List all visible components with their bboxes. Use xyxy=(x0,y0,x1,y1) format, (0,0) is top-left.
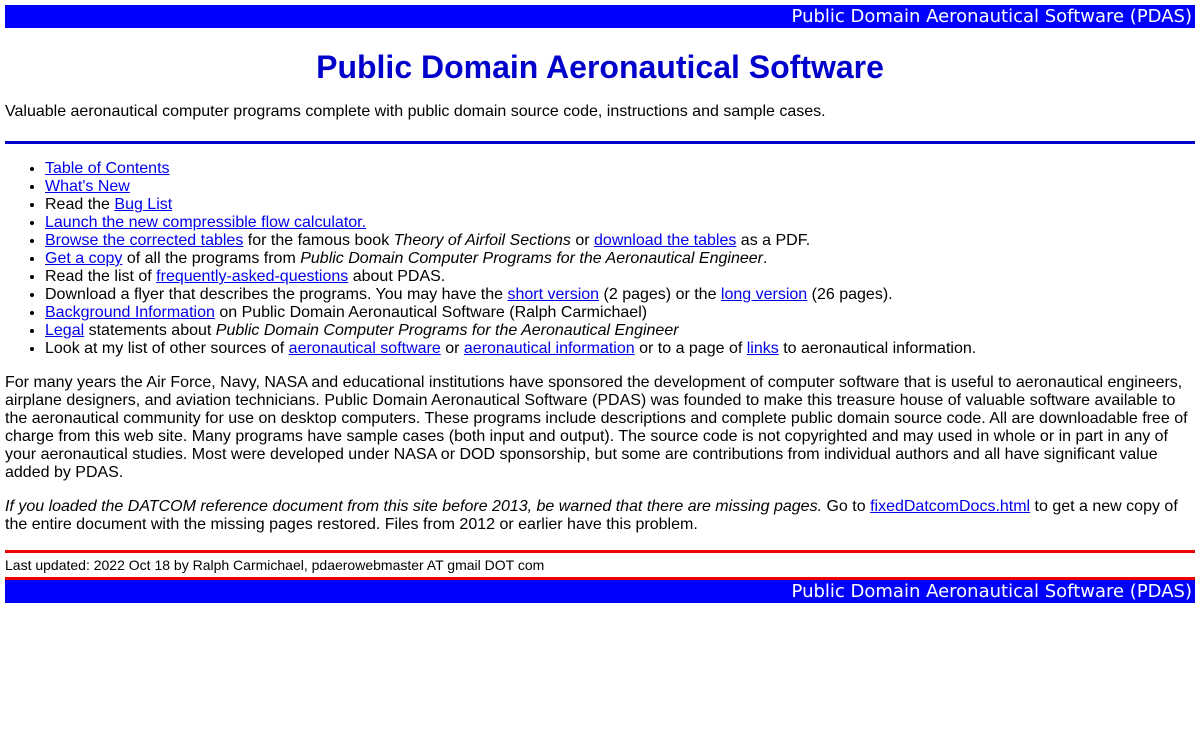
bottom-banner: Public Domain Aeronautical Software (PDAS) xyxy=(5,580,1195,603)
fixed-datcom-docs-link[interactable]: fixedDatcomDocs.html xyxy=(870,498,1031,515)
list-item xyxy=(45,160,1195,178)
warning-text: Go to xyxy=(822,498,871,515)
page-title: Public Domain Aeronautical Software xyxy=(316,49,884,85)
list-text: of all the programs from xyxy=(122,250,301,267)
short-version-link[interactable]: short version xyxy=(507,286,600,303)
blue-divider xyxy=(5,141,1195,144)
list-text: to aeronautical information. xyxy=(778,340,977,357)
list-text: on Public Domain Aeronautical Software (Ralph Carmichael) xyxy=(214,304,648,321)
get-copy-link[interactable]: Get a copy xyxy=(45,250,123,267)
book-title: Public Domain Computer Programs for the Aeronautical Engineer xyxy=(300,250,763,267)
list-item xyxy=(45,214,1195,232)
warning-emphasis: If you loaded the DATCOM reference document from this site before 2013, be warned that there are missing pages. xyxy=(5,498,823,515)
list-item xyxy=(45,340,1195,358)
aeronautical-information-link[interactable]: aeronautical information xyxy=(463,340,635,357)
list-item xyxy=(45,250,1195,268)
list-text: about PDAS. xyxy=(348,268,446,285)
datcom-warning xyxy=(5,498,1195,534)
description-paragraph: For many years the Air Force, Navy, NASA and educational institutions have sponsored the development of computer software that is useful to aeronautical engineers, airplane designers, and aviation technicians. Public Domain Aeronautical Software (PDAS) was founded to make this treasure house of valuable software available to the aeronautical community for use on desktop computers. These programs include descriptions and complete public domain source code. All are downloadable free of charge from this web site. Many programs have sample cases (both input and output). The source code is not copyrighted and may used in whole or in part in any of your aeronautical studies. Most were developed under NASA or DOD sponsorship, but some are contributions from individual authors and all have significant value added by PDAS. xyxy=(5,374,1188,481)
list-text: Download a flyer that describes the programs. You may have the xyxy=(45,286,508,303)
warning-text: to get a new copy of the entire document with the missing pages restored. Files from 2012 or earlier have this problem. xyxy=(5,498,1178,533)
table-of-contents-link[interactable]: Table of Contents xyxy=(45,160,170,177)
list-item xyxy=(45,232,1195,250)
list-text: or to a page of xyxy=(634,340,747,357)
list-item xyxy=(45,196,1195,214)
list-item xyxy=(45,322,1195,340)
list-text: statements about xyxy=(84,322,216,339)
list-text: Read the xyxy=(45,196,115,213)
list-item xyxy=(45,178,1195,196)
list-text: . xyxy=(762,250,768,267)
legal-link[interactable]: Legal xyxy=(45,322,85,339)
list-item xyxy=(45,286,1195,304)
list-text: (26 pages). xyxy=(807,286,893,303)
red-divider xyxy=(5,550,1195,553)
flow-calculator-link[interactable]: Launch the new compressible flow calculator. xyxy=(45,214,367,231)
list-text: (2 pages) or the xyxy=(599,286,721,303)
download-tables-link[interactable]: download the tables xyxy=(594,232,737,249)
faq-link[interactable]: frequently-asked-questions xyxy=(156,268,349,285)
list-item xyxy=(45,304,1195,322)
background-information-link[interactable]: Background Information xyxy=(45,304,215,321)
list-text: or xyxy=(570,232,595,249)
links-link[interactable]: links xyxy=(746,340,779,357)
book-title: Public Domain Computer Programs for the Aeronautical Engineer xyxy=(215,322,679,339)
list-text: or xyxy=(440,340,464,357)
corrected-tables-link[interactable]: Browse the corrected tables xyxy=(45,232,244,249)
last-updated: Last updated: 2022 Oct 18 by Ralph Carmichael, pdaerowebmaster AT gmail DOT com xyxy=(5,557,545,573)
list-text: for the famous book xyxy=(243,232,394,249)
top-banner: Public Domain Aeronautical Software (PDAS) xyxy=(5,5,1195,28)
list-text: Look at my list of other sources of xyxy=(45,340,289,357)
long-version-link[interactable]: long version xyxy=(720,286,808,303)
whats-new-link[interactable]: What's New xyxy=(45,178,130,195)
book-title: Theory of Airfoil Sections xyxy=(393,232,571,249)
list-text: Read the list of xyxy=(45,268,157,285)
aeronautical-software-link[interactable]: aeronautical software xyxy=(288,340,441,357)
menu-list xyxy=(5,160,1195,358)
bug-list-link[interactable]: Bug List xyxy=(114,196,173,213)
list-text: as a PDF. xyxy=(736,232,811,249)
intro-text: Valuable aeronautical computer programs complete with public domain source code, instructions and sample cases. xyxy=(5,103,826,120)
list-item xyxy=(45,268,1195,286)
